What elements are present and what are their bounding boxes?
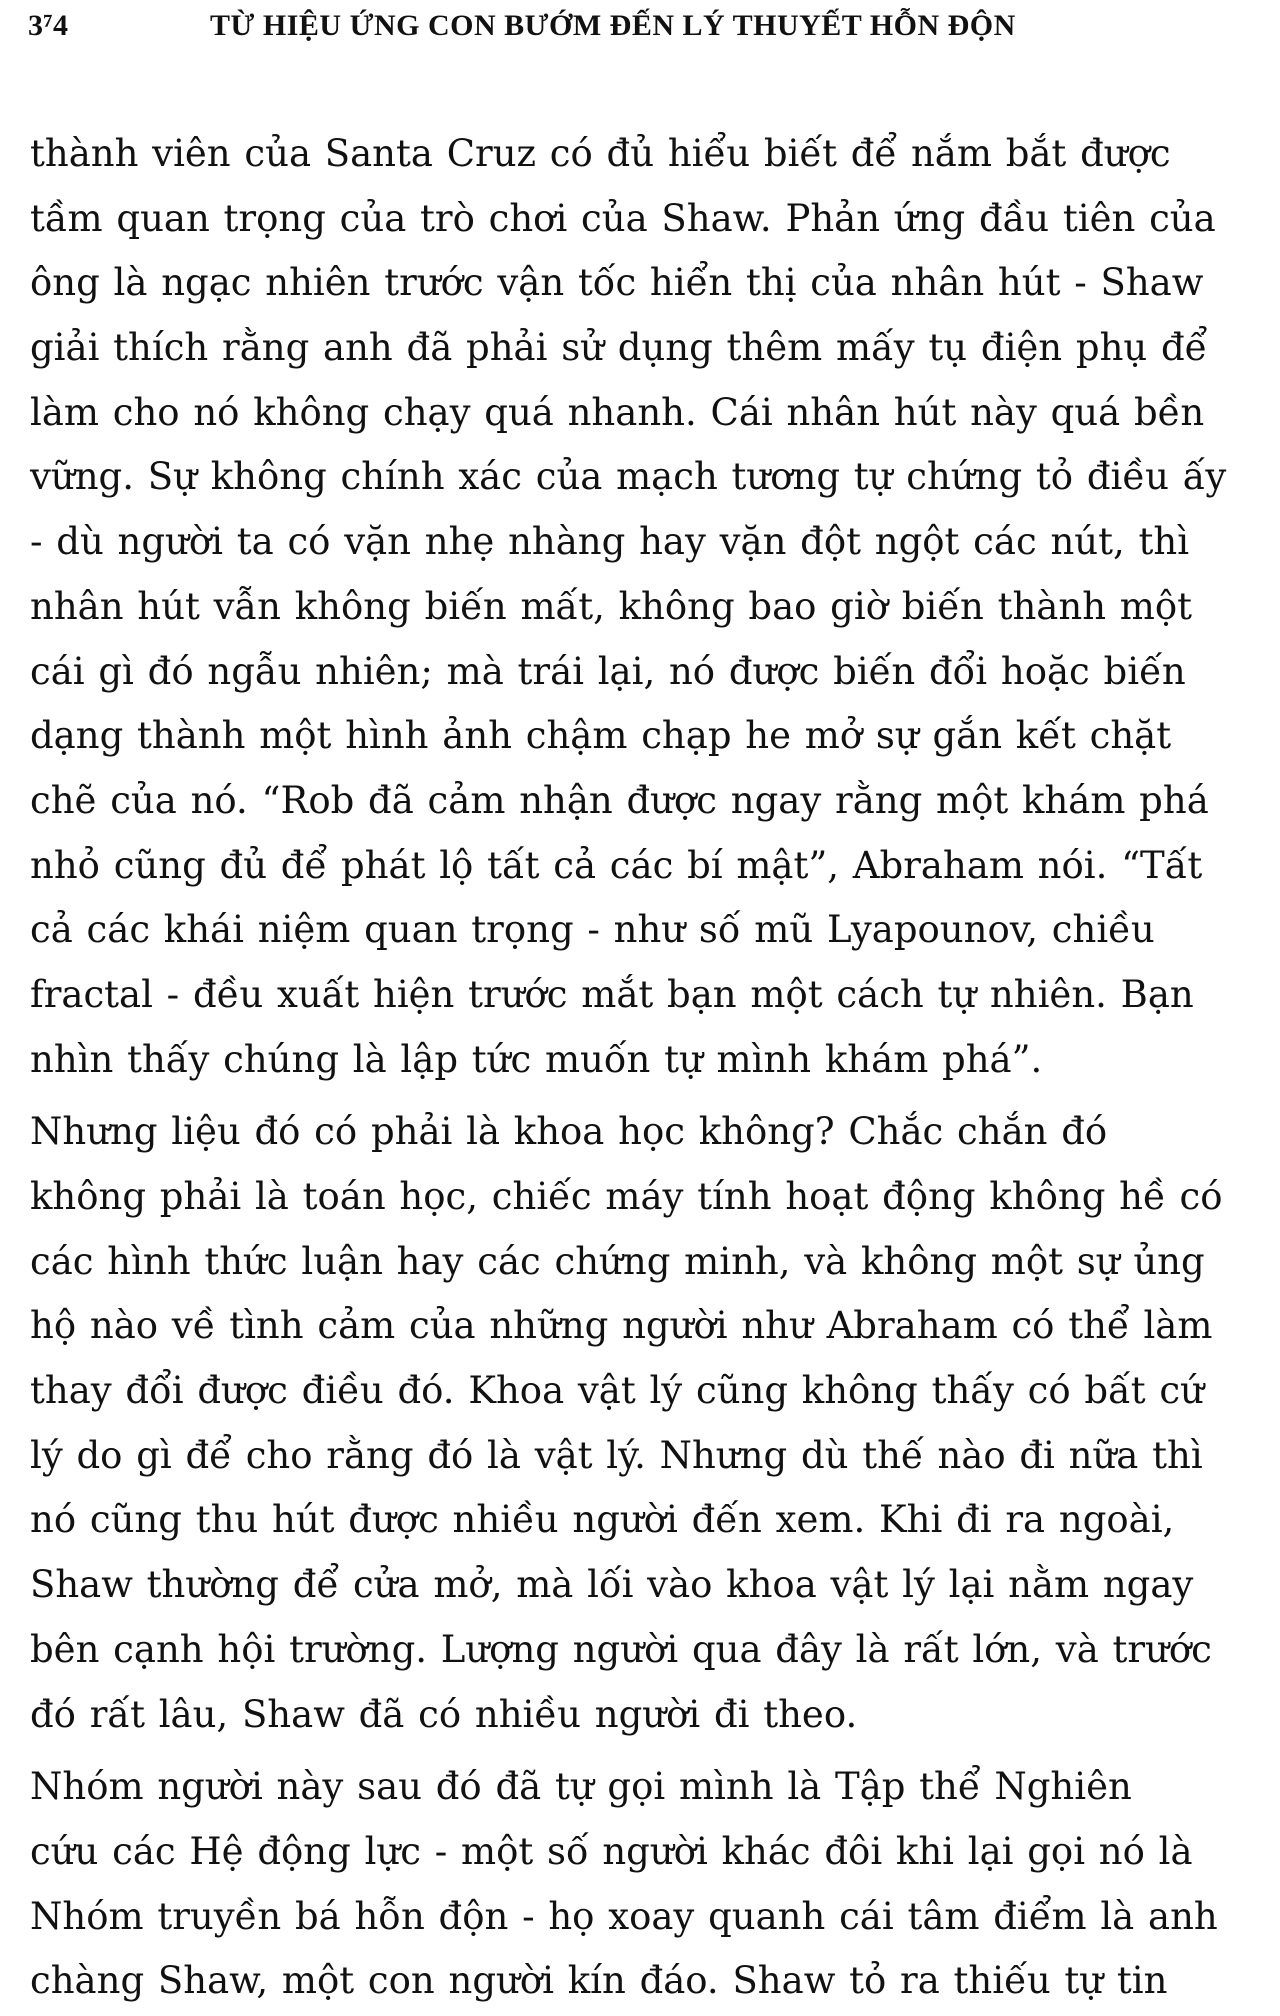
- text-line: lý do gì để cho rằng đó là vật lý. Nhưng dù thế nào đi nữa thì: [30, 1433, 1203, 1477]
- text-line: đó rất lâu, Shaw đã có nhiều người đi theo.: [30, 1692, 858, 1736]
- text-line: thay đổi được điều đó. Khoa vật lý cũng không thấy có bất cứ: [30, 1369, 1204, 1413]
- text-line: Shaw thường để cửa mở, mà lối vào khoa vật lý lại nằm ngay: [30, 1563, 1194, 1607]
- text-line: không phải là toán học, chiếc máy tính hoạt động không hề có: [30, 1175, 1223, 1218]
- text-line: bên cạnh hội trường. Lượng người qua đây là rất lớn, và trước: [30, 1627, 1212, 1671]
- text-line: - dù người ta có vặn nhẹ nhàng hay vặn đột ngột các nút, thì: [30, 520, 1190, 564]
- page-number: 3⁷4: [28, 9, 69, 42]
- text-line: fractal - đều xuất hiện trước mắt bạn một cách tự nhiên. Bạn: [30, 972, 1194, 1016]
- running-title: TỪ HIỆU ỨNG CON BƯỚM ĐẾN LÝ THUYẾT HỖN ĐỘN: [210, 9, 1016, 42]
- text-line: hộ nào về tình cảm của những người như Abraham có thể làm: [30, 1304, 1213, 1348]
- body-text: [30, 122, 1270, 2014]
- text-line: các hình thức luận hay các chứng minh, và không một sự ủng: [30, 1239, 1205, 1283]
- running-header: [28, 8, 1228, 44]
- paragraph: [30, 122, 1270, 1092]
- text-line: chàng Shaw, một con người kín đáo. Shaw tỏ ra thiếu tự tin: [30, 1959, 1168, 2003]
- text-line: nhìn thấy chúng là lập tức muốn tự mình khám phá”.: [30, 1037, 1043, 1081]
- text-line: thành viên của Santa Cruz có đủ hiểu biết để nắm bắt được: [30, 132, 1171, 175]
- text-line: dạng thành một hình ảnh chậm chạp he mở sự gắn kết chặt: [30, 714, 1172, 758]
- text-line: cái gì đó ngẫu nhiên; mà trái lại, nó được biến đổi hoặc biến: [30, 649, 1186, 693]
- paragraph: [30, 1100, 1270, 1747]
- text-line: cả các khái niệm quan trọng - như số mũ Lyapounov, chiều: [30, 908, 1155, 952]
- text-line: chẽ của nó. “Rob đã cảm nhận được ngay rằng một khám phá: [30, 778, 1209, 822]
- text-line: ông là ngạc nhiên trước vận tốc hiển thị của nhân hút - Shaw: [30, 261, 1204, 305]
- text-line: làm cho nó không chạy quá nhanh. Cái nhân hút này quá bền: [30, 390, 1205, 434]
- text-line: nhân hút vẫn không biến mất, không bao giờ biến thành một: [30, 584, 1193, 628]
- text-line: nhỏ cũng đủ để phát lộ tất cả các bí mật”, Abraham nói. “Tất: [30, 843, 1203, 887]
- text-line: Nhóm truyền bá hỗn độn - họ xoay quanh cái tâm điểm là anh: [30, 1894, 1218, 1938]
- text-line: Nhưng liệu đó có phải là khoa học không? Chắc chắn đó: [30, 1110, 1108, 1154]
- text-line: nó cũng thu hút được nhiều người đến xem. Khi đi ra ngoài,: [30, 1498, 1175, 1542]
- paragraph: [30, 1755, 1270, 2014]
- text-line: Nhóm người này sau đó đã tự gọi mình là Tập thể Nghiên: [30, 1765, 1132, 1809]
- text-line: tầm quan trọng của trò chơi của Shaw. Phản ứng đầu tiên của: [30, 196, 1216, 240]
- text-line: cứu các Hệ động lực - một số người khác đôi khi lại gọi nó là: [30, 1829, 1193, 1873]
- text-line: giải thích rằng anh đã phải sử dụng thêm mấy tụ điện phụ để: [30, 326, 1208, 370]
- text-line: vững. Sự không chính xác của mạch tương tự chứng tỏ điều ấy: [30, 455, 1227, 499]
